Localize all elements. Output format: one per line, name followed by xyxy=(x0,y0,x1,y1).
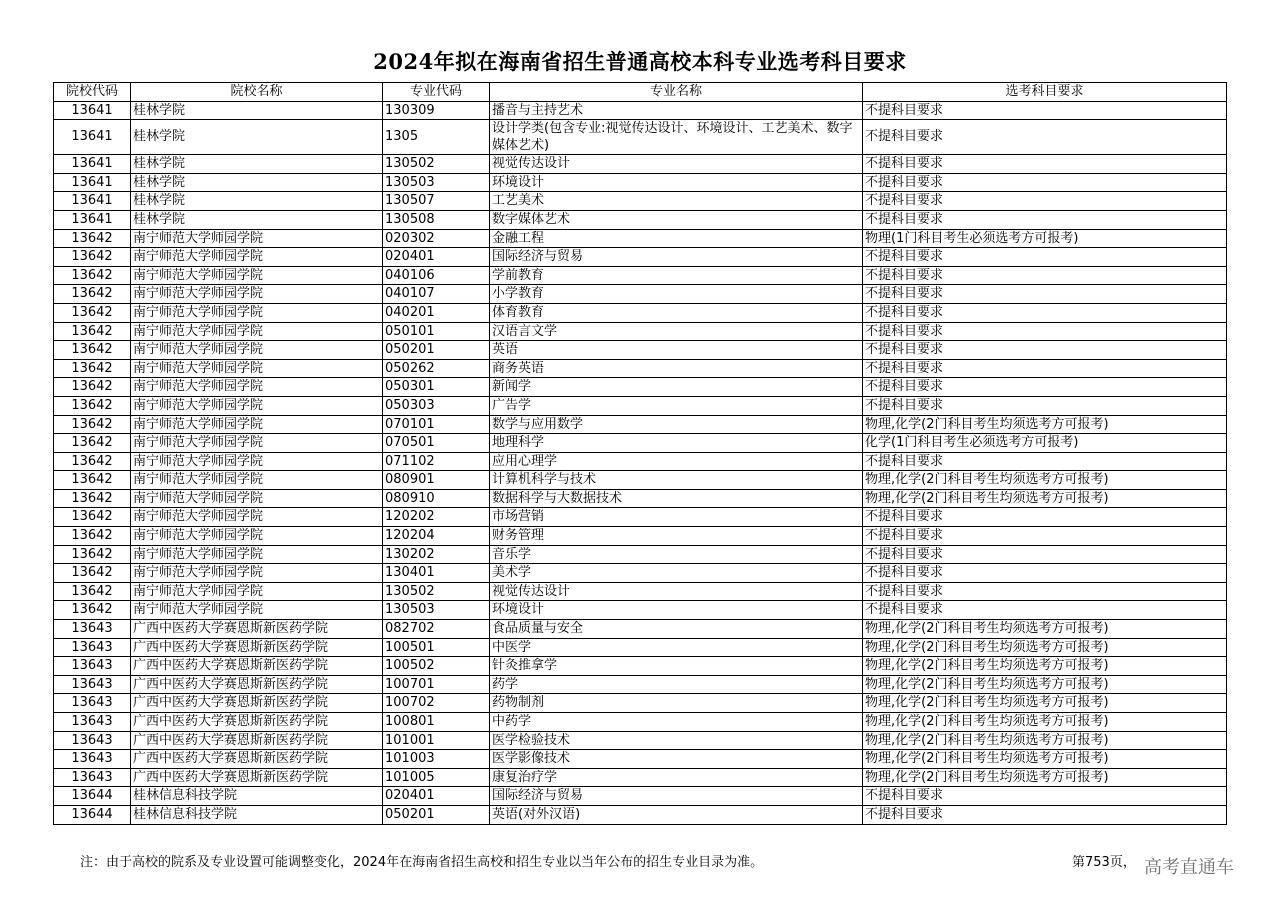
table-row xyxy=(54,452,1227,471)
school-code-cell: 13641 xyxy=(54,155,131,174)
table-row xyxy=(54,266,1227,285)
major-name-cell: 环境设计 xyxy=(490,601,863,620)
major-code-cell: 100701 xyxy=(383,675,490,694)
school-name-cell: 南宁师范大学师园学院 xyxy=(131,601,383,620)
school-name-cell: 南宁师范大学师园学院 xyxy=(131,341,383,360)
table-row xyxy=(54,341,1227,360)
major-name-cell: 广告学 xyxy=(490,396,863,415)
school-name-cell: 南宁师范大学师园学院 xyxy=(131,471,383,490)
major-code-cell: 020401 xyxy=(383,787,490,806)
major-code-cell: 050201 xyxy=(383,805,490,824)
major-code-cell: 070501 xyxy=(383,434,490,453)
major-code-cell: 082702 xyxy=(383,620,490,639)
subject-requirement-cell: 不提科目要求 xyxy=(863,359,1227,378)
school-name-cell: 南宁师范大学师园学院 xyxy=(131,508,383,527)
table-row xyxy=(54,378,1227,397)
school-name-cell: 南宁师范大学师园学院 xyxy=(131,396,383,415)
major-code-cell: 130202 xyxy=(383,545,490,564)
table-row xyxy=(54,564,1227,583)
major-code-cell: 050262 xyxy=(383,359,490,378)
major-name-cell: 播音与主持艺术 xyxy=(490,101,863,120)
subject-requirement-cell: 不提科目要求 xyxy=(863,601,1227,620)
school-name-cell: 南宁师范大学师园学院 xyxy=(131,527,383,546)
major-code-cell: 130502 xyxy=(383,582,490,601)
major-name-cell: 小学教育 xyxy=(490,285,863,304)
school-code-cell: 13641 xyxy=(54,101,131,120)
school-name-cell: 南宁师范大学师园学院 xyxy=(131,359,383,378)
school-name-cell: 广西中医药大学赛恩斯新医药学院 xyxy=(131,638,383,657)
table-row xyxy=(54,415,1227,434)
table-row xyxy=(54,173,1227,192)
subject-requirement-cell: 不提科目要求 xyxy=(863,322,1227,341)
table-row xyxy=(54,359,1227,378)
header-subject-requirement: 选考科目要求 xyxy=(863,83,1227,102)
major-name-cell: 食品质量与安全 xyxy=(490,620,863,639)
school-code-cell: 13643 xyxy=(54,750,131,769)
major-name-cell: 应用心理学 xyxy=(490,452,863,471)
subject-requirement-cell: 物理,化学(2门科目考生均须选考方可报考) xyxy=(863,620,1227,639)
major-name-cell: 药学 xyxy=(490,675,863,694)
subject-requirement-cell: 物理,化学(2门科目考生均须选考方可报考) xyxy=(863,731,1227,750)
school-code-cell: 13642 xyxy=(54,452,131,471)
subject-requirement-cell: 物理,化学(2门科目考生均须选考方可报考) xyxy=(863,471,1227,490)
subject-requirement-cell: 不提科目要求 xyxy=(863,452,1227,471)
school-code-cell: 13641 xyxy=(54,192,131,211)
major-code-cell: 130503 xyxy=(383,601,490,620)
major-code-cell: 120202 xyxy=(383,508,490,527)
school-code-cell: 13641 xyxy=(54,120,131,155)
school-name-cell: 桂林学院 xyxy=(131,101,383,120)
subject-requirement-cell: 化学(1门科目考生必须选考方可报考) xyxy=(863,434,1227,453)
subject-requirement-cell: 不提科目要求 xyxy=(863,582,1227,601)
subject-requirement-cell: 物理,化学(2门科目考生均须选考方可报考) xyxy=(863,415,1227,434)
table-row xyxy=(54,120,1227,155)
major-code-cell: 100702 xyxy=(383,694,490,713)
school-name-cell: 桂林信息科技学院 xyxy=(131,805,383,824)
major-code-cell: 130502 xyxy=(383,155,490,174)
subject-requirement-cell: 物理,化学(2门科目考生均须选考方可报考) xyxy=(863,657,1227,676)
school-name-cell: 广西中医药大学赛恩斯新医药学院 xyxy=(131,750,383,769)
major-code-cell: 040106 xyxy=(383,266,490,285)
school-code-cell: 13642 xyxy=(54,285,131,304)
table-row xyxy=(54,657,1227,676)
table-row xyxy=(54,694,1227,713)
major-code-cell: 100502 xyxy=(383,657,490,676)
school-code-cell: 13642 xyxy=(54,489,131,508)
subject-requirement-cell: 不提科目要求 xyxy=(863,173,1227,192)
subject-requirement-cell: 不提科目要求 xyxy=(863,120,1227,155)
table-row xyxy=(54,601,1227,620)
school-name-cell: 南宁师范大学师园学院 xyxy=(131,452,383,471)
school-name-cell: 南宁师范大学师园学院 xyxy=(131,545,383,564)
school-name-cell: 南宁师范大学师园学院 xyxy=(131,582,383,601)
major-name-cell: 数学与应用数学 xyxy=(490,415,863,434)
major-name-cell: 视觉传达设计 xyxy=(490,155,863,174)
subject-requirement-cell: 物理,化学(2门科目考生均须选考方可报考) xyxy=(863,489,1227,508)
school-code-cell: 13642 xyxy=(54,396,131,415)
major-name-cell: 体育教育 xyxy=(490,303,863,322)
major-name-cell: 音乐学 xyxy=(490,545,863,564)
major-code-cell: 050303 xyxy=(383,396,490,415)
major-code-cell: 130503 xyxy=(383,173,490,192)
major-name-cell: 英语(对外汉语) xyxy=(490,805,863,824)
table-row xyxy=(54,805,1227,824)
major-name-cell: 计算机科学与技术 xyxy=(490,471,863,490)
major-code-cell: 020302 xyxy=(383,229,490,248)
school-name-cell: 南宁师范大学师园学院 xyxy=(131,266,383,285)
school-name-cell: 南宁师范大学师园学院 xyxy=(131,322,383,341)
major-code-cell: 050301 xyxy=(383,378,490,397)
table-row xyxy=(54,471,1227,490)
subject-requirement-cell: 不提科目要求 xyxy=(863,155,1227,174)
major-code-cell: 080910 xyxy=(383,489,490,508)
major-code-cell: 080901 xyxy=(383,471,490,490)
major-name-cell: 工艺美术 xyxy=(490,192,863,211)
major-name-cell: 数据科学与大数据技术 xyxy=(490,489,863,508)
subject-requirement-cell: 物理,化学(2门科目考生均须选考方可报考) xyxy=(863,750,1227,769)
table-row xyxy=(54,192,1227,211)
school-name-cell: 桂林学院 xyxy=(131,210,383,229)
major-code-cell: 040107 xyxy=(383,285,490,304)
school-name-cell: 南宁师范大学师园学院 xyxy=(131,489,383,508)
major-code-cell: 100501 xyxy=(383,638,490,657)
major-name-cell: 中药学 xyxy=(490,713,863,732)
school-code-cell: 13641 xyxy=(54,210,131,229)
school-code-cell: 13642 xyxy=(54,434,131,453)
school-code-cell: 13642 xyxy=(54,266,131,285)
header-school-name: 院校名称 xyxy=(131,83,383,102)
subject-requirement-cell: 物理,化学(2门科目考生均须选考方可报考) xyxy=(863,675,1227,694)
table-row xyxy=(54,620,1227,639)
major-name-cell: 针灸推拿学 xyxy=(490,657,863,676)
major-name-cell: 金融工程 xyxy=(490,229,863,248)
table-row xyxy=(54,675,1227,694)
major-code-cell: 130507 xyxy=(383,192,490,211)
table-row xyxy=(54,750,1227,769)
table-row xyxy=(54,545,1227,564)
major-name-cell: 医学影像技术 xyxy=(490,750,863,769)
subject-requirement-cell: 不提科目要求 xyxy=(863,545,1227,564)
school-name-cell: 广西中医药大学赛恩斯新医药学院 xyxy=(131,768,383,787)
school-name-cell: 南宁师范大学师园学院 xyxy=(131,303,383,322)
header-school-code: 院校代码 xyxy=(54,83,131,102)
table-row xyxy=(54,508,1227,527)
footnote: 注：由于高校的院系及专业设置可能调整变化，2024年在海南省招生高校和招生专业以当年公布的招生专业目录为准。 xyxy=(80,855,764,870)
school-code-cell: 13643 xyxy=(54,768,131,787)
school-name-cell: 广西中医药大学赛恩斯新医药学院 xyxy=(131,657,383,676)
school-name-cell: 南宁师范大学师园学院 xyxy=(131,248,383,267)
major-code-cell: 101003 xyxy=(383,750,490,769)
major-code-cell: 050201 xyxy=(383,341,490,360)
major-name-cell: 国际经济与贸易 xyxy=(490,248,863,267)
subject-requirement-cell: 不提科目要求 xyxy=(863,396,1227,415)
major-code-cell: 101005 xyxy=(383,768,490,787)
school-code-cell: 13642 xyxy=(54,322,131,341)
major-name-cell: 市场营销 xyxy=(490,508,863,527)
table-row xyxy=(54,155,1227,174)
school-code-cell: 13641 xyxy=(54,173,131,192)
table-row xyxy=(54,229,1227,248)
table-row xyxy=(54,285,1227,304)
school-name-cell: 南宁师范大学师园学院 xyxy=(131,415,383,434)
major-name-cell: 英语 xyxy=(490,341,863,360)
table-row xyxy=(54,210,1227,229)
subject-requirement-cell: 不提科目要求 xyxy=(863,192,1227,211)
subject-requirement-cell: 不提科目要求 xyxy=(863,527,1227,546)
major-code-cell: 040201 xyxy=(383,303,490,322)
subject-requirement-cell: 不提科目要求 xyxy=(863,266,1227,285)
table-header-row xyxy=(54,83,1227,102)
school-code-cell: 13642 xyxy=(54,415,131,434)
subject-requirement-cell: 不提科目要求 xyxy=(863,285,1227,304)
subject-requirement-cell: 不提科目要求 xyxy=(863,564,1227,583)
school-code-cell: 13643 xyxy=(54,657,131,676)
major-code-cell: 070101 xyxy=(383,415,490,434)
school-name-cell: 广西中医药大学赛恩斯新医药学院 xyxy=(131,713,383,732)
school-code-cell: 13642 xyxy=(54,359,131,378)
school-code-cell: 13643 xyxy=(54,620,131,639)
table-row xyxy=(54,434,1227,453)
school-code-cell: 13642 xyxy=(54,248,131,267)
subject-requirement-cell: 不提科目要求 xyxy=(863,303,1227,322)
subject-requirement-cell: 不提科目要求 xyxy=(863,248,1227,267)
school-code-cell: 13642 xyxy=(54,378,131,397)
subject-requirement-cell: 物理,化学(2门科目考生均须选考方可报考) xyxy=(863,638,1227,657)
subject-requirement-cell: 不提科目要求 xyxy=(863,210,1227,229)
major-code-cell: 020401 xyxy=(383,248,490,267)
school-code-cell: 13643 xyxy=(54,731,131,750)
school-code-cell: 13642 xyxy=(54,601,131,620)
school-name-cell: 桂林学院 xyxy=(131,192,383,211)
school-name-cell: 广西中医药大学赛恩斯新医药学院 xyxy=(131,620,383,639)
table-row xyxy=(54,731,1227,750)
table-row xyxy=(54,713,1227,732)
major-name-cell: 康复治疗学 xyxy=(490,768,863,787)
major-code-cell: 130508 xyxy=(383,210,490,229)
school-name-cell: 桂林学院 xyxy=(131,120,383,155)
major-name-cell: 财务管理 xyxy=(490,527,863,546)
school-code-cell: 13643 xyxy=(54,694,131,713)
major-name-cell: 数字媒体艺术 xyxy=(490,210,863,229)
school-code-cell: 13642 xyxy=(54,564,131,583)
major-name-cell: 学前教育 xyxy=(490,266,863,285)
school-code-cell: 13642 xyxy=(54,545,131,564)
school-name-cell: 广西中医药大学赛恩斯新医药学院 xyxy=(131,694,383,713)
major-code-cell: 130309 xyxy=(383,101,490,120)
school-name-cell: 桂林学院 xyxy=(131,173,383,192)
major-code-cell: 120204 xyxy=(383,527,490,546)
school-code-cell: 13642 xyxy=(54,582,131,601)
header-major-code: 专业代码 xyxy=(383,83,490,102)
major-name-cell: 药物制剂 xyxy=(490,694,863,713)
school-name-cell: 南宁师范大学师园学院 xyxy=(131,378,383,397)
major-code-cell: 1305 xyxy=(383,120,490,155)
table-row xyxy=(54,101,1227,120)
major-name-cell: 中医学 xyxy=(490,638,863,657)
subject-requirement-cell: 不提科目要求 xyxy=(863,787,1227,806)
school-code-cell: 13642 xyxy=(54,471,131,490)
major-code-cell: 130401 xyxy=(383,564,490,583)
major-name-cell: 商务英语 xyxy=(490,359,863,378)
school-code-cell: 13644 xyxy=(54,805,131,824)
major-name-cell: 汉语言文学 xyxy=(490,322,863,341)
subject-requirement-cell: 不提科目要求 xyxy=(863,101,1227,120)
page-number: 第753页， xyxy=(1072,855,1136,870)
subject-requirement-cell: 物理,化学(2门科目考生均须选考方可报考) xyxy=(863,713,1227,732)
subject-requirement-cell: 不提科目要求 xyxy=(863,508,1227,527)
major-name-cell: 环境设计 xyxy=(490,173,863,192)
table-row xyxy=(54,787,1227,806)
requirements-table xyxy=(53,82,1227,825)
table-body xyxy=(54,101,1227,824)
subject-requirement-cell: 物理,化学(2门科目考生均须选考方可报考) xyxy=(863,694,1227,713)
watermark-text: 高考直通车 xyxy=(1144,857,1234,878)
school-code-cell: 13642 xyxy=(54,508,131,527)
major-code-cell: 071102 xyxy=(383,452,490,471)
school-code-cell: 13642 xyxy=(54,229,131,248)
major-name-cell: 地理科学 xyxy=(490,434,863,453)
major-code-cell: 100801 xyxy=(383,713,490,732)
school-code-cell: 13642 xyxy=(54,303,131,322)
table-row xyxy=(54,248,1227,267)
header-major-name: 专业名称 xyxy=(490,83,863,102)
major-name-cell: 新闻学 xyxy=(490,378,863,397)
major-code-cell: 050101 xyxy=(383,322,490,341)
table-row xyxy=(54,527,1227,546)
school-name-cell: 南宁师范大学师园学院 xyxy=(131,229,383,248)
school-code-cell: 13643 xyxy=(54,638,131,657)
subject-requirement-cell: 物理(1门科目考生必须选考方可报考) xyxy=(863,229,1227,248)
table-row xyxy=(54,396,1227,415)
major-code-cell: 101001 xyxy=(383,731,490,750)
page-title: 2024年拟在海南省招生普通高校本科专业选考科目要求 xyxy=(373,49,907,74)
table-row xyxy=(54,322,1227,341)
school-name-cell: 南宁师范大学师园学院 xyxy=(131,564,383,583)
subject-requirement-cell: 不提科目要求 xyxy=(863,805,1227,824)
major-name-cell: 美术学 xyxy=(490,564,863,583)
school-name-cell: 南宁师范大学师园学院 xyxy=(131,285,383,304)
major-name-cell: 视觉传达设计 xyxy=(490,582,863,601)
school-name-cell: 桂林信息科技学院 xyxy=(131,787,383,806)
major-name-cell: 国际经济与贸易 xyxy=(490,787,863,806)
subject-requirement-cell: 不提科目要求 xyxy=(863,341,1227,360)
school-name-cell: 南宁师范大学师园学院 xyxy=(131,434,383,453)
subject-requirement-cell: 不提科目要求 xyxy=(863,378,1227,397)
major-name-cell: 医学检验技术 xyxy=(490,731,863,750)
school-code-cell: 13643 xyxy=(54,713,131,732)
table-row xyxy=(54,489,1227,508)
table-row xyxy=(54,303,1227,322)
school-name-cell: 广西中医药大学赛恩斯新医药学院 xyxy=(131,731,383,750)
major-name-cell: 设计学类(包含专业:视觉传达设计、环境设计、工艺美术、数字媒体艺术) xyxy=(490,120,863,155)
school-code-cell: 13642 xyxy=(54,341,131,360)
school-name-cell: 广西中医药大学赛恩斯新医药学院 xyxy=(131,675,383,694)
table-row xyxy=(54,768,1227,787)
table-row xyxy=(54,582,1227,601)
school-code-cell: 13644 xyxy=(54,787,131,806)
school-name-cell: 桂林学院 xyxy=(131,155,383,174)
subject-requirement-cell: 物理,化学(2门科目考生均须选考方可报考) xyxy=(863,768,1227,787)
school-code-cell: 13642 xyxy=(54,527,131,546)
table-row xyxy=(54,638,1227,657)
school-code-cell: 13643 xyxy=(54,675,131,694)
